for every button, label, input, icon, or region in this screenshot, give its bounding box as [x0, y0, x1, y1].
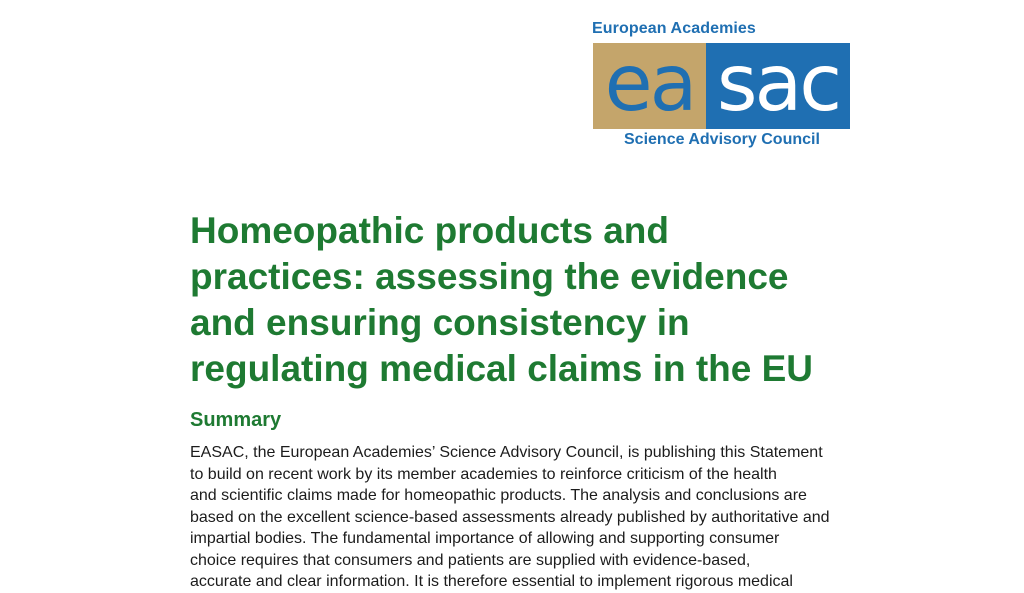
title-line: regulating medical claims in the EU	[190, 348, 814, 389]
summary-line: choice requires that consumers and patients are supplied with evidence-based,	[190, 551, 751, 569]
logo-mark-ea: ea	[593, 43, 706, 129]
summary-heading: Summary	[190, 409, 282, 431]
logo-mark-sac: sac	[706, 43, 850, 129]
summary-line: impartial bodies. The fundamental importance of allowing and supporting consumer	[190, 530, 780, 547]
document-title	[190, 208, 890, 392]
summary-line: based on the excellent science-based assessments already published by authoritative and	[190, 508, 830, 526]
logo-mark	[593, 39, 850, 129]
title-line: Homeopathic products and	[190, 210, 669, 251]
summary-line: to build on recent work by its member academies to reinforce criticism of the health	[190, 465, 777, 483]
logo-top-text: European Academies	[592, 20, 756, 37]
summary-line: and scientific claims made for homeopathic products. The analysis and conclusions are	[190, 487, 807, 504]
logo-bottom-text: Science Advisory Council	[624, 131, 820, 148]
summary-line: EASAC, the European Academies’ Science Advisory Council, is publishing this Statement	[190, 444, 823, 461]
summary-paragraph	[190, 442, 850, 593]
title-line: practices: assessing the evidence	[190, 256, 789, 297]
summary-line: accurate and clear information. It is therefore essential to implement rigorous medical	[190, 573, 793, 590]
easac-logo	[592, 14, 852, 154]
title-line: and ensuring consistency in	[190, 302, 690, 343]
